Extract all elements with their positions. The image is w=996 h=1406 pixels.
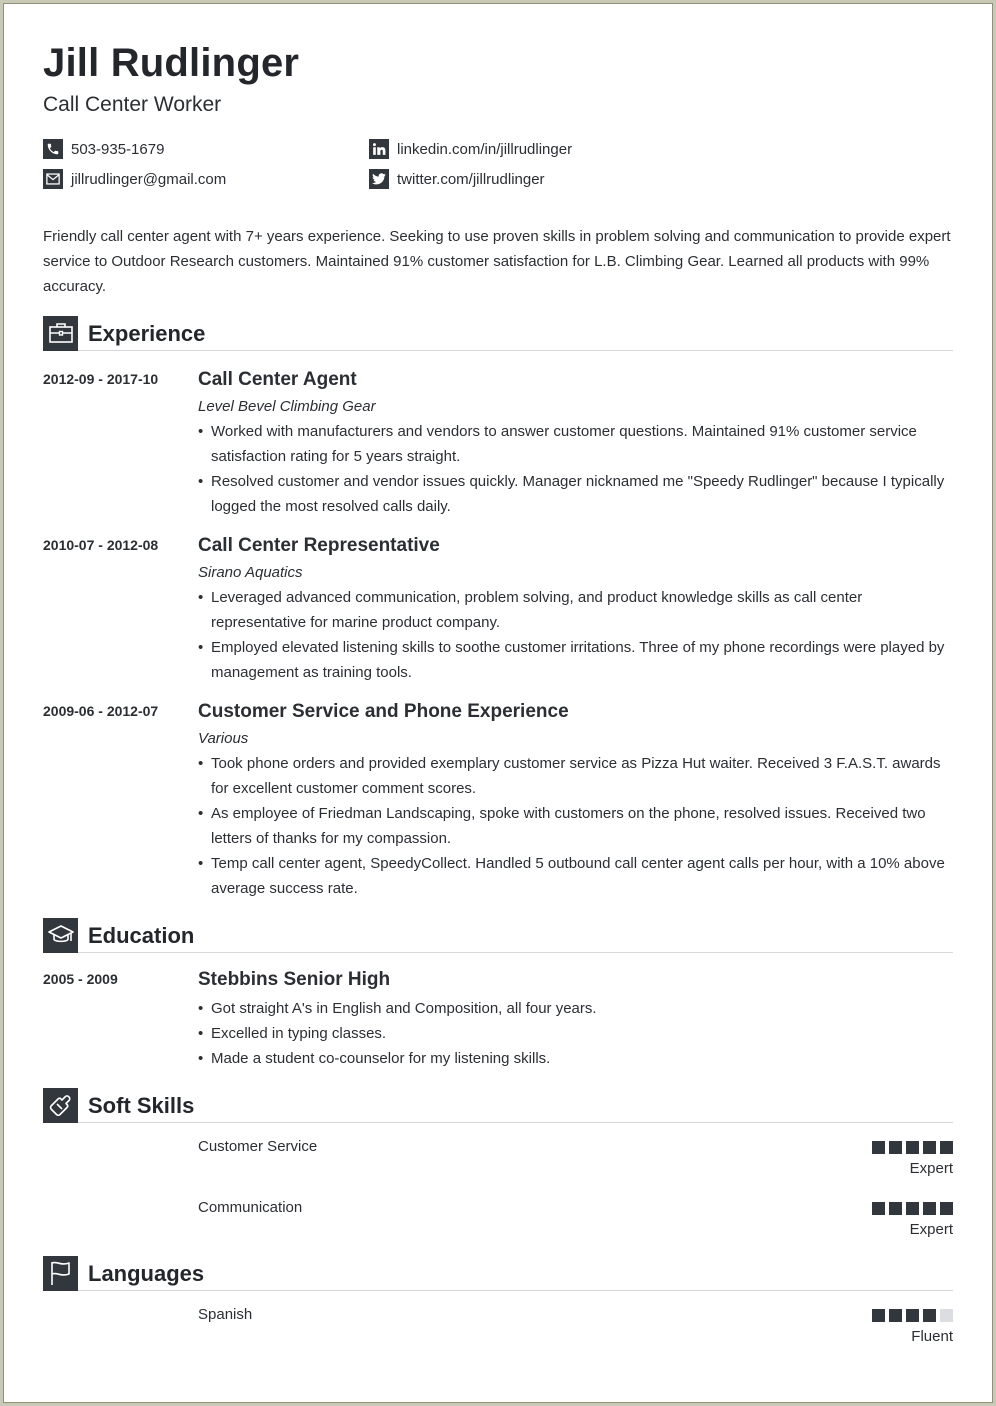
education-bullet: • Made a student co-counselor for my listening skills. [198, 1046, 953, 1071]
contact-list [43, 138, 953, 190]
rating-square-filled [872, 1202, 885, 1215]
contact-twitter [369, 168, 769, 190]
contact-email [43, 168, 369, 190]
job-dates: 2010-07 - 2012-08 [43, 537, 159, 553]
job-bullet: • Worked with manufacturers and vendors to answer customer questions. Maintained 91% customer service satisfaction rating for 5 years straight. [198, 419, 953, 469]
experience-header [43, 316, 953, 351]
soft-skills-section [43, 1088, 953, 1239]
education-bullet: • Got straight A's in English and Composition, all four years. [198, 996, 953, 1021]
job-bullets [198, 419, 953, 519]
puzzle-hand-icon [43, 1088, 78, 1123]
skill-name: Communication [198, 1199, 303, 1216]
resume-page [43, 38, 953, 1346]
twitter-text[interactable]: twitter.com/jillrudlinger [397, 170, 545, 188]
education-title: Education [88, 922, 195, 948]
contact-phone [43, 138, 369, 160]
graduation-cap-icon [43, 918, 78, 953]
job-bullets [198, 585, 953, 685]
briefcase-icon [43, 316, 78, 351]
job-bullet: • As employee of Friedman Landscaping, spoke with customers on the phone, resolved issues. Received two letters of thanks for my compassion. [198, 801, 953, 851]
skill-name: Customer Service [198, 1138, 318, 1155]
candidate-role: Call Center Worker [43, 93, 222, 116]
languages-title: Languages [88, 1260, 205, 1286]
job-bullet: • Resolved customer and vendor issues quickly. Manager nicknamed me "Speedy Rudlinger" because I typically logged the most resolved calls daily. [198, 469, 953, 519]
soft-skills-header [43, 1088, 953, 1123]
skill-row [43, 1196, 953, 1239]
job-dates: 2009-06 - 2012-07 [43, 703, 159, 719]
language-rating [872, 1309, 953, 1322]
experience-title: Experience [88, 320, 206, 346]
rating-square-filled [906, 1309, 919, 1322]
linkedin-icon [369, 139, 389, 159]
skill-rating [872, 1141, 953, 1154]
job-company: Level Bevel Climbing Gear [198, 398, 376, 415]
job-bullet: • Temp call center agent, SpeedyCollect. Handled 5 outbound call center agent calls per hour, with a 10% above average success rate. [198, 851, 953, 901]
experience-section [43, 316, 953, 901]
phone-text: 503-935-1679 [71, 140, 165, 158]
rating-square-filled [872, 1309, 885, 1322]
job-bullets [198, 751, 953, 901]
languages-section [43, 1256, 953, 1346]
job-bullet: • Employed elevated listening skills to soothe customer irritations. Three of my phone recordings were played by management as training tools. [198, 635, 953, 685]
rating-square-filled [923, 1309, 936, 1322]
phone-icon [43, 139, 63, 159]
rating-square-filled [889, 1141, 902, 1154]
education-entry [43, 967, 953, 1071]
education-dates: 2005 - 2009 [43, 971, 118, 987]
job-company: Sirano Aquatics [198, 564, 303, 581]
skill-row [43, 1135, 953, 1178]
language-level-label: Fluent [911, 1328, 953, 1345]
education-bullet: • Excelled in typing classes. [198, 1021, 953, 1046]
skill-rating [872, 1202, 953, 1215]
rating-square-filled [940, 1141, 953, 1154]
job-entry [43, 367, 953, 519]
twitter-icon [369, 169, 389, 189]
rating-square-filled [872, 1141, 885, 1154]
language-row [43, 1303, 953, 1346]
education-bullets [198, 996, 953, 1071]
school-name: Stebbins Senior High [198, 969, 391, 990]
education-header [43, 918, 953, 953]
job-company: Various [198, 730, 249, 747]
flag-icon [43, 1256, 78, 1291]
skill-level-label: Expert [909, 1160, 953, 1177]
rating-square-filled [940, 1202, 953, 1215]
rating-square-filled [889, 1202, 902, 1215]
rating-square-filled [923, 1141, 936, 1154]
soft-skills-title: Soft Skills [88, 1092, 195, 1118]
envelope-icon [43, 169, 63, 189]
rating-square-empty [940, 1309, 953, 1322]
linkedin-text[interactable]: linkedin.com/in/jillrudlinger [397, 140, 573, 158]
education-section [43, 918, 953, 1071]
contact-linkedin [369, 138, 769, 160]
job-title: Call Center Representative [198, 535, 440, 556]
rating-square-filled [906, 1202, 919, 1215]
rating-square-filled [923, 1202, 936, 1215]
job-title: Call Center Agent [198, 369, 357, 390]
email-text[interactable]: jillrudlinger@gmail.com [71, 170, 227, 188]
job-entry [43, 533, 953, 685]
language-name: Spanish [198, 1306, 253, 1323]
skill-level-label: Expert [909, 1221, 953, 1238]
job-dates: 2012-09 - 2017-10 [43, 371, 159, 387]
candidate-name: Jill Rudlinger [43, 41, 300, 85]
job-list [43, 367, 953, 901]
job-bullet: • Took phone orders and provided exemplary customer service as Pizza Hut waiter. Received 3 F.A.S.T. awards for excellent customer comment scores. [198, 751, 953, 801]
languages-header [43, 1256, 953, 1291]
job-title: Customer Service and Phone Experience [198, 701, 569, 722]
rating-square-filled [889, 1309, 902, 1322]
rating-square-filled [906, 1141, 919, 1154]
profile-summary: Friendly call center agent with 7+ years experience. Seeking to use proven skills in problem solving and communication to provide expert service to Outdoor Research customers. Maintained 91% customer satisfaction for L.B. Climbing Gear. Learned all products with 99% accuracy. [43, 228, 951, 295]
job-bullet: • Leveraged advanced communication, problem solving, and product knowledge skills as call center representative for marine product company. [198, 585, 953, 635]
job-entry [43, 699, 953, 901]
